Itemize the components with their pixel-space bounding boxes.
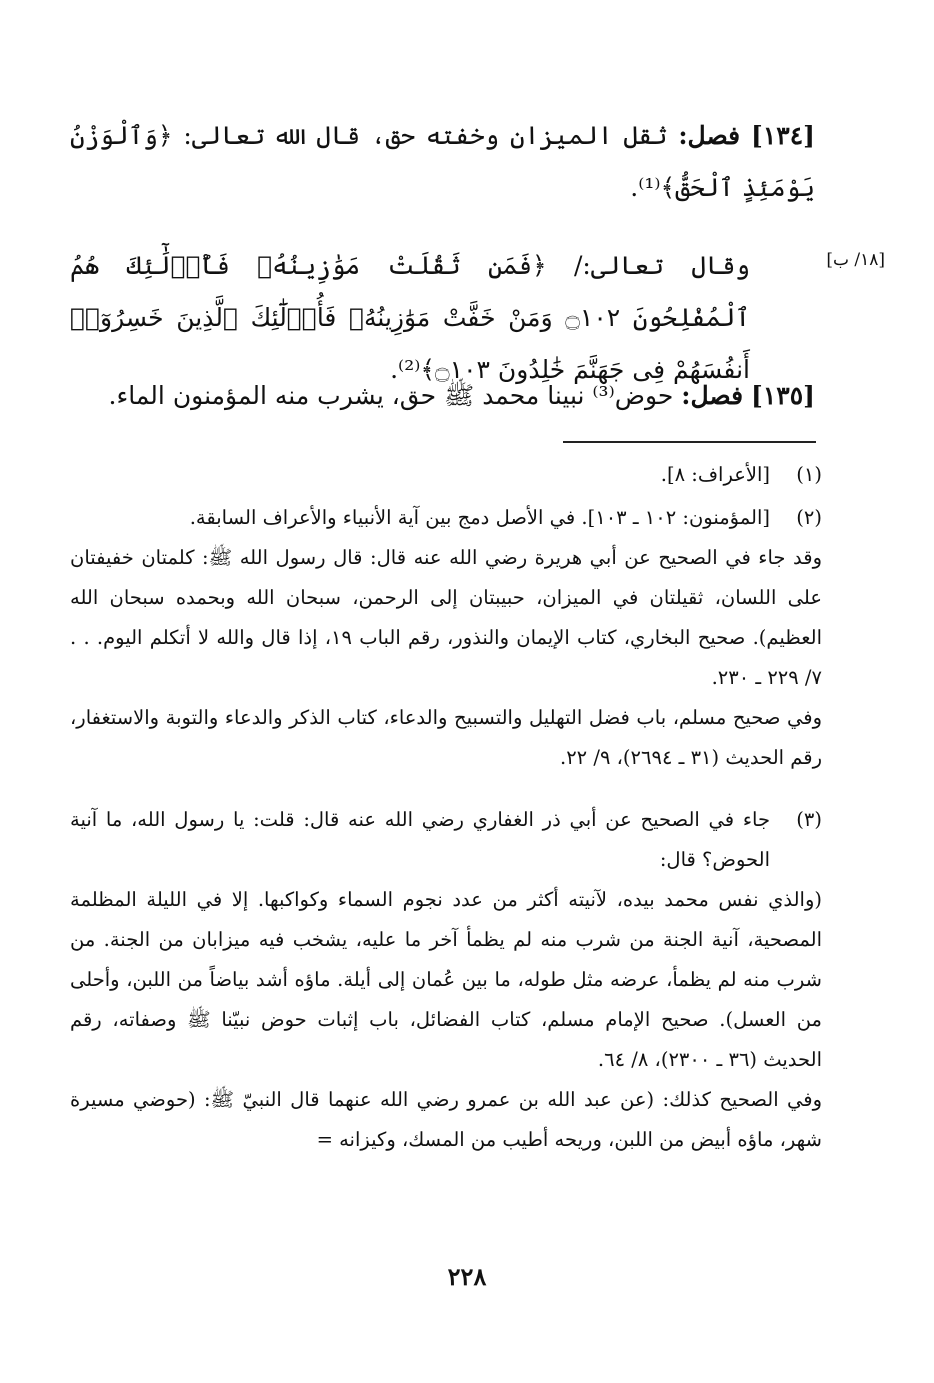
footnote-divider (563, 441, 816, 443)
page-number: ٢٢٨ (447, 1262, 487, 1291)
footnote-2-muslim: وفي صحيح مسلم، باب فضل التهليل والتسبيح والدعاء، كتاب الذكر والدعاء والتوبة والاستغفار، رقم الحديث (٣١ ـ ٢٦٩٤)، ٩/ ٢٢. (70, 706, 822, 769)
footnote-2 (70, 498, 822, 778)
footnote-3-text: جاء في الصحيح عن أبي ذر الغفاري رضي الله عنه قال: قلت: يا رسول الله، ما آنية الحوض؟ قال: (70, 808, 770, 871)
footnote-1-text: [الأعراف: ٨]. (660, 463, 770, 486)
paragraph-135 (70, 370, 815, 422)
footnote-3-number: (٣) (796, 808, 822, 831)
footnote-3 (70, 800, 822, 1160)
footnote-2-bukhari: وقد جاء في الصحيح عن أبي هريرة رضي الله عنه قال: قال رسول الله ﷺ: كلمتان خفيفتان على اللسان، ثقيلتان في الميزان، حبيبتان إلى الرحمن، سبحان الله وبحمده سبحان الله العظيم). صحيح البخاري، كتاب الإيمان والنذور، رقم الباب ١٩، إذا قال والله لا أتكلم اليوم. . . ٧/ ٢٢٩ ـ ٢٣٠. (70, 546, 822, 689)
footnote-2-text: [المؤمنون: ١٠٢ ـ ١٠٣]. في الأصل دمج بين آية الأنبياء والأعراف السابقة. (189, 506, 770, 529)
footnote-3-continuation: وفي الصحيح كذلك: (عن عبد الله بن عمرو رضي الله عنهما قال النبيّ ﷺ: (حوضي مسيرة شهر، ماؤه أبيض من اللبن، وريحه أطيب من المسك، وكيزانه = (70, 1088, 822, 1151)
paragraph-134-number: [١٣٤] (751, 121, 815, 150)
paragraph-135-number: [١٣٥] (751, 381, 815, 410)
footnote-1 (70, 455, 822, 495)
footnote-1-number: (١) (796, 463, 822, 486)
folio-margin-note: [١٨/ ب] (826, 250, 885, 270)
paragraph-135-heading: فصل: (681, 381, 744, 410)
paragraph-134 (70, 110, 815, 214)
paragraph-quran-quote: وقال تعالى:/ ﴿فَمَن ثَقُلَتْ مَوَٰزِينُهُۥ فَأُو۟لَٰٓئِكَ هُمُ ٱلْمُفْلِحُونَ ۝١٠٢ وَمَنْ خَفَّتْ مَوَٰزِينُهُۥ فَأُو۟لَٰٓئِكَ ٱلَّذِينَ خَسِرُوٓا۟ أَنفُسَهُمْ فِى جَهَنَّمَ خَٰلِدُونَ ۝١٠٣﴾⁽²⁾. (70, 251, 751, 384)
footnote-2-number: (٢) (796, 506, 822, 529)
paragraph-135-text: حوض⁽³⁾ نبينا محمد ﷺ حق، يشرب منه المؤمنون الماء. (108, 381, 674, 410)
footnote-3-hadith: (والذي نفس محمد بيده، لآنيته أكثر من عدد نجوم السماء وكواكبها. إلا في الليلة المظلمة المصحية، آنية الجنة من شرب منه لم يظمأ آخر ما عليه، يشخب فيه ميزابان من الجنة. من شرب منه لم يظمأ، عرضه مثل طوله، ما بين عُمان إلى أيلة. ماؤه أشد بياضاً من اللبن، وأحلى من العسل). صحيح الإمام مسلم، كتاب الفضائل، باب إثبات حوض نبيّنا ﷺ وصفاته، رقم الحديث (٣٦ ـ ٢٣٠٠)، ٨/ ٦٤. (70, 888, 822, 1071)
paragraph-134-heading: فصل: (678, 121, 741, 150)
paragraph-134-text: ثقل الميزان وخفته حق، قال الله تعالى: ﴿وَٱلْوَزْنُ يَوْمَئِذٍ ٱلْحَقُّ﴾⁽¹⁾. (70, 121, 815, 202)
